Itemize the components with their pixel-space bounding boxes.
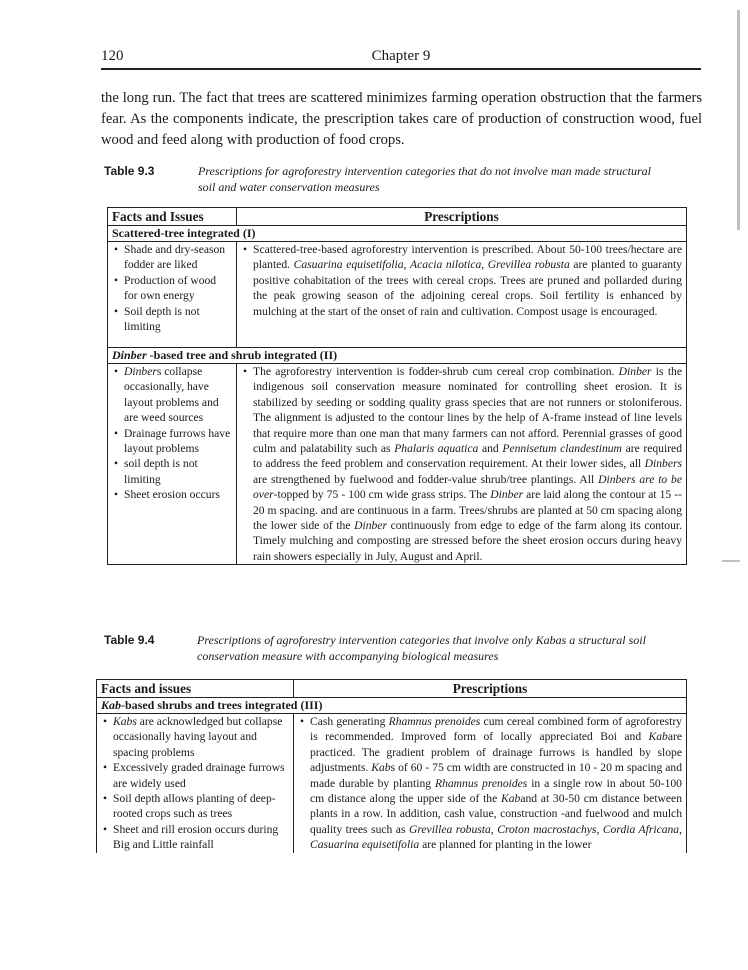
scan-artifact	[737, 10, 740, 230]
page-number: 120	[101, 48, 124, 64]
list-item: • Sheet and rill erosion occurs during Big and Little rainfall	[113, 822, 289, 853]
list-item: • Dinbers collapse occasionally, have layout problems and are weed sources	[124, 364, 232, 426]
list-item: • Shade and dry-season fodder are liked	[124, 242, 232, 273]
list-item: • Soil depth is not limiting	[124, 304, 232, 335]
column-header-facts: Facts and issues	[97, 680, 294, 698]
facts-cell	[97, 714, 294, 853]
prescription-cell	[237, 364, 687, 565]
section-title: Dinber -based tree and shrub integrated (II)	[108, 348, 687, 364]
list-item: • Production of wood for own energy	[124, 273, 232, 304]
running-head	[101, 48, 701, 68]
list-item: • Drainage furrows have layout problems	[124, 426, 232, 457]
list-item: • Soil depth allows planting of deep-rooted crops such as trees	[113, 791, 289, 822]
prescription-text: • The agroforestry intervention is fodder-shrub cum cereal crop combination. Dinber is the indigenous soil conservation measure nominated for controlling sheet erosion. It is stabilized by seeding or sodding quality grass species that are not runners or stoloniferous. The alignment is adjusted to the contour lines by the help of A-frame instead of line levels that require more than one man that many farmers can not afford. Perennial grasses of good culm and palatability such as Phalaris aquatica and Pennisetum clandestinum are required to address the feed problem and conservation requirement. At their lower sides, all Dinbers are strengthened by fuelwood and fodder-value shrub/tree plantings. All Dinbers are to be over-topped by 75 - 100 cm wide grass strips. The Dinber are laid along the contour at 15 -- 20 m spacing. and are continuous in a farm. Trees/shrubs are planted at 50 cm spacing along the lower side of the Dinber continuously from edge to edge of the farm along its contour. Timely mulching and composting are stressed before the sheet erosion occurs during heavy rain showers especially in July, August and April.	[253, 364, 682, 564]
table-header-row	[108, 208, 687, 226]
table-row	[97, 714, 687, 853]
section-row	[108, 226, 687, 242]
table-header-row	[97, 680, 687, 698]
prescription-text: • Scattered-tree-based agroforestry intervention is prescribed. About 50-100 trees/hectare are planted. Casuarina equisetifolia, Acacia nilotica, Grevillea robusta are planted to guaranty positive cohabitation of the trees with cereal crops. Trees are pruned and pollarded during the peak growing season of the adjoining cereal crops. Soil fertility is enhanced by mulching at the start of the onset of rain and cultivation. Compost usage is encouraged.	[253, 242, 682, 319]
prescription-text: • Cash generating Rhamnus prenoides cum cereal combined form of agroforestry is recommended. Improved form of locally appreciated Boi and Kabare practiced. The gradient problem of drainage furrows is handled by slope adjustments. Kabs of 60 - 75 cm width are constructed in 10 - 20 m spacing and made durable by planting Rhamnus prenoides in a single row in about 50-100 cm distance along the upper side of the Kaband at 30-50 cm distance between plants in a row. In addition, cash value, construction -and fuelwood and mulch quality trees such as Grevillea robusta, Croton macrostachys, Cordia Africana, Casuarina equisetifolia are planned for planting in the lower	[310, 714, 682, 853]
facts-list	[112, 242, 232, 334]
column-header-prescriptions: Prescriptions	[237, 208, 687, 226]
header-rule	[101, 68, 701, 70]
list-item: • soil depth is not limiting	[124, 456, 232, 487]
table-label: Table 9.4	[104, 633, 155, 647]
facts-cell	[108, 242, 237, 348]
section-title: Scattered-tree integrated (I)	[108, 226, 687, 242]
section-row	[97, 698, 687, 714]
column-header-prescriptions: Prescriptions	[294, 680, 687, 698]
facts-list	[101, 714, 289, 853]
scan-artifact	[722, 560, 740, 562]
list-item: • Kabs are acknowledged but collapse occasionally having layout and spacing problems	[113, 714, 289, 760]
table-9-3	[107, 207, 687, 565]
facts-list	[112, 364, 232, 503]
table-row	[108, 364, 687, 565]
section-row	[108, 348, 687, 364]
table-9-4-caption	[104, 632, 704, 666]
prescription-cell	[237, 242, 687, 348]
table-9-4	[96, 679, 687, 853]
table-label: Table 9.3	[104, 164, 155, 178]
list-item: • Excessively graded drainage furrows are widely used	[113, 760, 289, 791]
column-header-facts: Facts and Issues	[108, 208, 237, 226]
table-caption-text: Prescriptions of agroforestry intervention categories that involve only Kabas a structural soil conservation measure with accompanying biological measures	[197, 633, 646, 663]
table-row	[108, 242, 687, 348]
table-9-3-caption	[104, 163, 704, 197]
body-paragraph: the long run. The fact that trees are scattered minimizes farming operation obstruction that the farmers fear. As the components indicate, the prescription takes care of production of construction wood, fuel wood and feed along with production of food crops.	[101, 90, 702, 148]
chapter-title: Chapter 9	[371, 48, 431, 64]
facts-cell	[108, 364, 237, 565]
list-item: • Sheet erosion occurs	[124, 487, 232, 502]
section-title: Kab-based shrubs and trees integrated (III)	[97, 698, 687, 714]
prescription-cell	[294, 714, 687, 853]
table-caption-text: Prescriptions for agroforestry intervention categories that do not involve man made structural soil and water conservation measures	[198, 164, 651, 194]
